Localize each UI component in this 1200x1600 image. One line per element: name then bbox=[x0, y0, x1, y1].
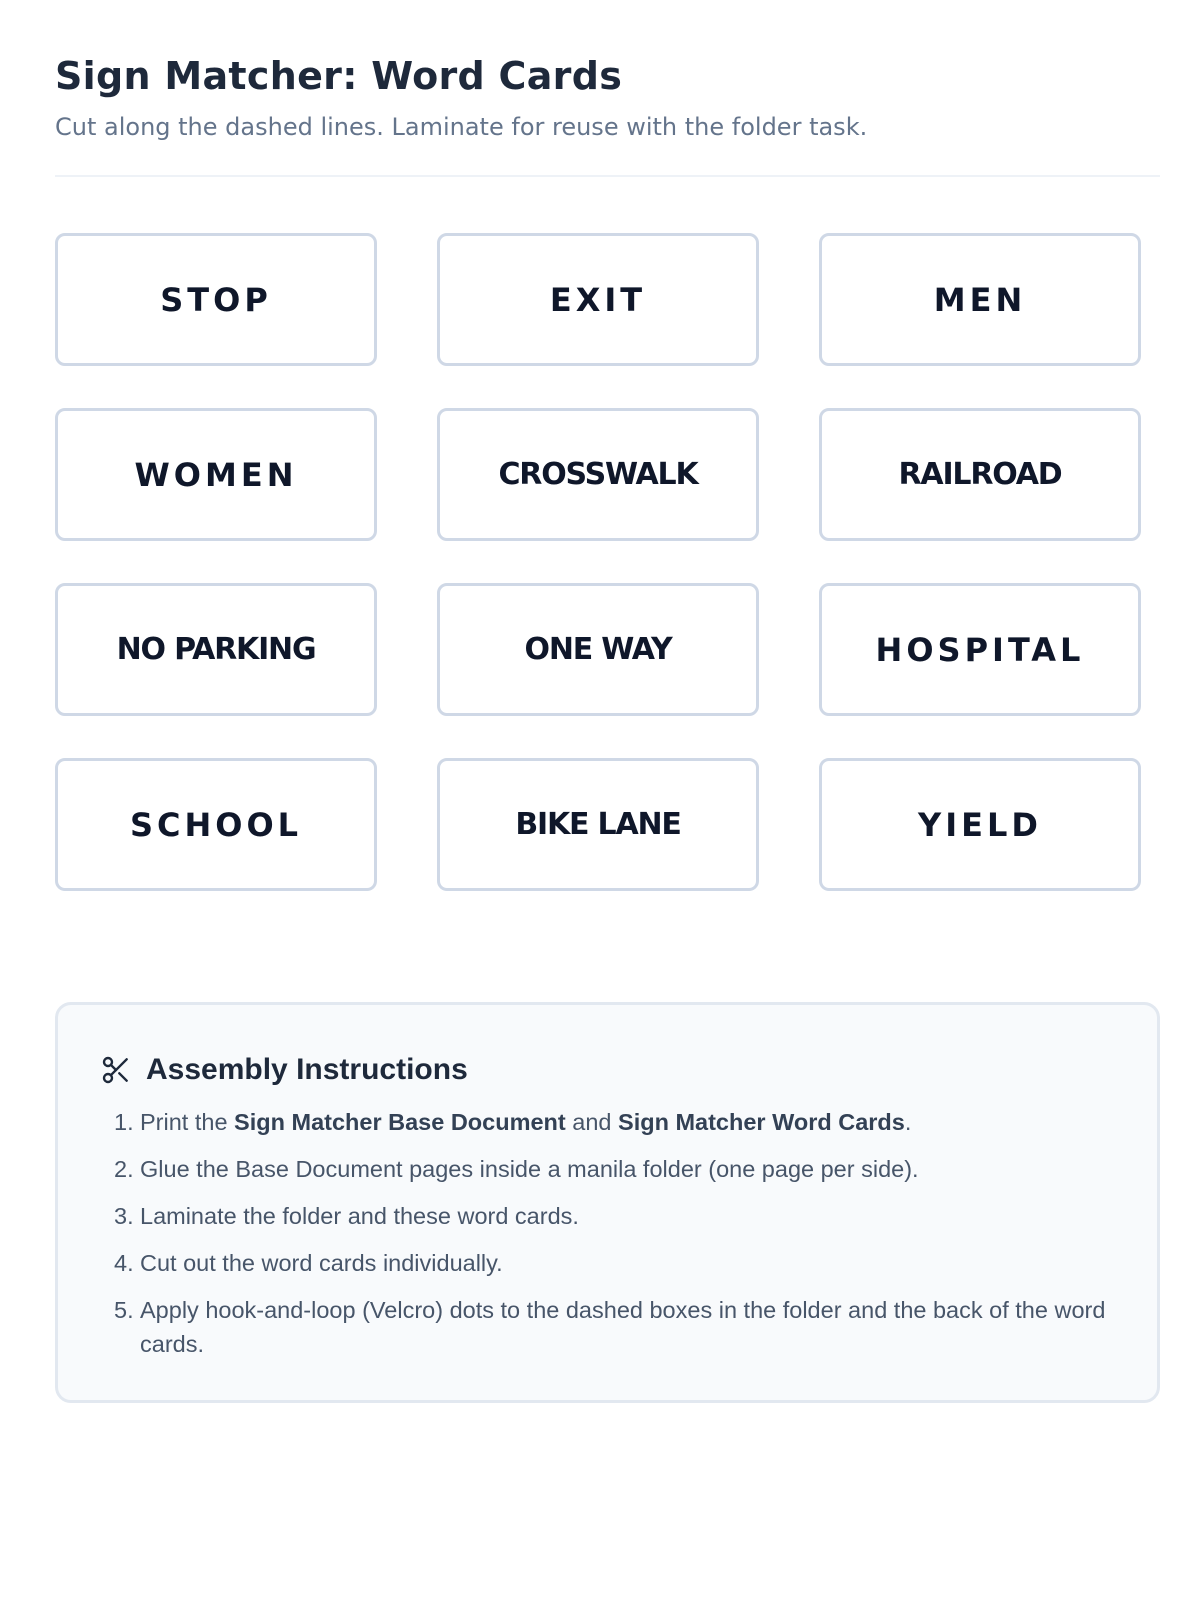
word-card-label: HOSPITAL bbox=[875, 630, 1085, 669]
word-card bbox=[55, 758, 377, 891]
word-card-label: EXIT bbox=[549, 280, 647, 319]
word-card-label: YIELD bbox=[918, 805, 1042, 844]
word-card-label: WOMEN bbox=[134, 455, 298, 494]
word-card-label: SCHOOL bbox=[129, 805, 303, 844]
step-number: 4. bbox=[114, 1250, 134, 1276]
step-text-bold: Sign Matcher Word Cards bbox=[618, 1109, 905, 1135]
header-divider bbox=[55, 175, 1160, 177]
step-text bbox=[140, 1152, 919, 1186]
word-card bbox=[55, 408, 377, 541]
word-card-label: NO PARKING bbox=[116, 632, 316, 667]
step-text-part: Print the bbox=[140, 1109, 235, 1135]
instructions-title: Assembly Instructions bbox=[146, 1053, 468, 1086]
word-card-label: CROSSWALK bbox=[498, 457, 698, 492]
word-card bbox=[55, 583, 377, 716]
step-text bbox=[140, 1105, 911, 1139]
word-card-label: ONE WAY bbox=[524, 632, 672, 667]
step-text-bold: Sign Matcher Base Document bbox=[234, 1109, 566, 1135]
instructions-steps-list bbox=[114, 1105, 1114, 1374]
step-text-part: . bbox=[904, 1109, 912, 1135]
word-card bbox=[437, 233, 759, 366]
scissors-icon bbox=[100, 1054, 132, 1086]
step-number: 2. bbox=[114, 1156, 134, 1182]
word-card bbox=[819, 408, 1141, 541]
instruction-step bbox=[114, 1199, 1114, 1233]
instruction-step bbox=[114, 1152, 1114, 1186]
word-card bbox=[437, 583, 759, 716]
word-card bbox=[55, 233, 377, 366]
step-number: 3. bbox=[114, 1203, 134, 1229]
word-card bbox=[437, 758, 759, 891]
word-card-label: RAILROAD bbox=[898, 457, 1062, 492]
word-card-grid bbox=[55, 233, 1140, 891]
step-text bbox=[140, 1199, 579, 1233]
word-card bbox=[819, 583, 1141, 716]
step-text bbox=[140, 1293, 1114, 1361]
instruction-step bbox=[114, 1293, 1114, 1361]
step-text-part: Laminate the folder and these word cards. bbox=[140, 1203, 579, 1229]
step-text-part: Cut out the word cards individually. bbox=[140, 1250, 503, 1276]
page-title: Sign Matcher: Word Cards bbox=[55, 54, 623, 98]
step-text-part: Glue the Base Document pages inside a manila folder (one page per side). bbox=[140, 1156, 919, 1182]
instruction-step bbox=[114, 1246, 1114, 1280]
word-card bbox=[437, 408, 759, 541]
instructions-heading bbox=[100, 1053, 468, 1087]
word-card bbox=[819, 233, 1141, 366]
page-subtitle: Cut along the dashed lines. Laminate for reuse with the folder task. bbox=[55, 113, 868, 141]
word-card-label: BIKE LANE bbox=[515, 807, 681, 842]
step-text-part: and bbox=[565, 1109, 619, 1135]
step-number: 5. bbox=[114, 1297, 134, 1323]
assembly-instructions-panel bbox=[55, 1002, 1160, 1403]
instruction-step bbox=[114, 1105, 1114, 1139]
step-text bbox=[140, 1246, 503, 1280]
step-text-part: Apply hook-and-loop (Velcro) dots to the dashed boxes in the folder and the back of the word cards. bbox=[140, 1297, 1106, 1357]
word-card-label: MEN bbox=[933, 280, 1027, 319]
step-number: 1. bbox=[114, 1109, 134, 1135]
word-card-label: STOP bbox=[160, 280, 272, 319]
word-card bbox=[819, 758, 1141, 891]
